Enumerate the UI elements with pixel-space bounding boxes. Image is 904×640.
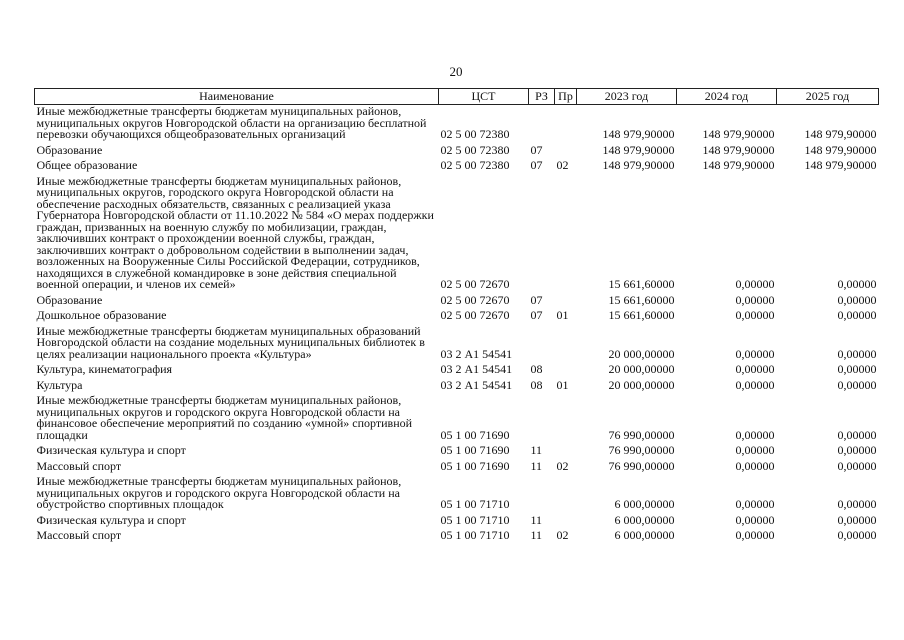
row-pr: 02 (556, 458, 569, 473)
row-name: Физическая культура и спорт (36, 443, 186, 457)
row-cst: 05 1 00 71710 (440, 528, 510, 542)
table-row (35, 363, 879, 379)
table-row (35, 475, 879, 514)
row-name: Иные межбюджетные трансферты бюджетам муниципальных районов, муниципальных округов и городского округа Новгородской области на обустройство спортивных площадок (36, 474, 402, 511)
row-value-2024: 0,00000 (735, 346, 775, 361)
row-rz (529, 325, 555, 364)
row-value-2024: 0,00000 (735, 528, 775, 542)
row-cst: 03 2 А1 54541 (440, 346, 513, 361)
row-name: Иные межбюджетные трансферты бюджетам муниципальных районов, муниципальных округов Новгородской области на организацию бесплатной перевозки обучающихся общеобразовательных организаций (36, 104, 427, 141)
table-row (35, 325, 879, 364)
row-name: Культура (36, 377, 83, 392)
row-value-2025: 148 979,90000 (804, 158, 877, 172)
row-pr (555, 475, 577, 514)
row-value-2025: 0,00000 (837, 377, 877, 392)
row-cst: 02 5 00 72670 (440, 277, 510, 291)
row-value-2025: 0,00000 (837, 528, 877, 542)
row-value-2025: 0,00000 (837, 443, 877, 457)
header-2025: 2025 год (777, 89, 879, 105)
table-header-row (35, 89, 879, 105)
row-cst: 02 5 00 72670 (440, 308, 510, 322)
row-value-2025: 0,00000 (837, 458, 877, 473)
row-value-2023: 20 000,00000 (608, 346, 675, 361)
table-row (35, 309, 879, 325)
row-value-2023: 15 661,60000 (608, 292, 675, 307)
row-rz: 07 (530, 308, 543, 322)
row-rz: 07 (530, 158, 543, 172)
row-pr (555, 325, 577, 364)
row-value-2023: 76 990,00000 (608, 443, 675, 457)
row-pr (555, 363, 577, 379)
row-pr: 01 (556, 308, 569, 322)
row-value-2025: 0,00000 (837, 277, 877, 291)
row-value-2025: 0,00000 (837, 497, 877, 511)
table-row (35, 514, 879, 530)
row-value-2024: 0,00000 (735, 377, 775, 392)
row-pr (555, 294, 577, 310)
row-pr: 02 (556, 528, 569, 542)
row-value-2025: 148 979,90000 (804, 142, 877, 157)
row-rz: 08 (530, 377, 543, 392)
row-pr (555, 394, 577, 444)
row-value-2023: 20 000,00000 (608, 362, 675, 376)
row-value-2025: 0,00000 (837, 292, 877, 307)
row-rz: 11 (530, 458, 543, 473)
row-name: Образование (36, 292, 103, 307)
row-pr (555, 175, 577, 294)
row-value-2023: 148 979,90000 (602, 127, 675, 141)
page-number: 20 (449, 64, 463, 79)
row-pr (555, 444, 577, 460)
header-rz: РЗ (529, 89, 555, 105)
row-name: Иные межбюджетные трансферты бюджетам муниципальных районов, муниципальных округов, городского округа Новгородской области на обеспечение расходных обязательств, связанных с реализацией указа Губернатора Новгородской области от 11.10.2022 № 584 «О мерах поддержки граждан, призванных на военную службу по мобилизации, граждан, заключивших контракт о прохождении военной службы, граждан, заключивших контракт о добровольном содействии в выполнении задач, возложенных на Вооруженные Силы Российской Федерации, сотрудников, находящихся в служебной командировке в зоне действия специальной военной операции, и членов их семей» (36, 173, 434, 291)
row-value-2024: 0,00000 (735, 292, 775, 307)
table-row (35, 460, 879, 476)
header-2023: 2023 год (577, 89, 677, 105)
header-2024: 2024 год (677, 89, 777, 105)
row-pr (555, 105, 577, 144)
table-row (35, 444, 879, 460)
row-pr: 01 (556, 377, 569, 392)
row-cst: 02 5 00 72380 (440, 142, 510, 157)
row-value-2025: 0,00000 (837, 362, 877, 376)
row-value-2023: 15 661,60000 (608, 277, 675, 291)
table-row (35, 529, 879, 545)
row-value-2024: 148 979,90000 (702, 158, 775, 172)
row-value-2023: 15 661,60000 (608, 308, 675, 322)
budget-table (34, 88, 879, 545)
row-value-2023: 6 000,00000 (614, 512, 675, 527)
table-row (35, 379, 879, 395)
row-value-2023: 76 990,00000 (608, 458, 675, 473)
row-value-2025: 0,00000 (837, 308, 877, 322)
row-value-2024: 0,00000 (735, 427, 775, 442)
table-row (35, 159, 879, 175)
row-pr: 02 (556, 158, 569, 172)
table-row (35, 105, 879, 144)
row-value-2025: 0,00000 (837, 427, 877, 442)
row-value-2024: 0,00000 (735, 277, 775, 291)
row-name: Иные межбюджетные трансферты бюджетам муниципальных образований Новгородской области на создание модельных муниципальных библиотек в целях реализации национального проекта «Культура» (36, 323, 425, 361)
row-value-2024: 148 979,90000 (702, 142, 775, 157)
row-cst: 05 1 00 71690 (440, 458, 510, 473)
row-name: Физическая культура и спорт (36, 512, 186, 527)
row-name: Образование (36, 142, 103, 157)
row-value-2025: 148 979,90000 (804, 127, 877, 141)
row-name: Массовый спорт (36, 458, 122, 473)
header-cst: ЦСТ (439, 89, 529, 105)
row-pr (555, 514, 577, 530)
row-rz (529, 394, 555, 444)
row-cst: 02 5 00 72380 (440, 127, 510, 141)
row-value-2024: 148 979,90000 (702, 127, 775, 141)
row-rz (529, 175, 555, 294)
row-cst: 05 1 00 71690 (440, 427, 510, 442)
row-value-2023: 148 979,90000 (602, 142, 675, 157)
row-cst: 05 1 00 71710 (440, 497, 510, 511)
row-rz (529, 105, 555, 144)
row-rz: 07 (530, 292, 543, 307)
row-name: Дошкольное образование (36, 308, 167, 322)
row-name: Массовый спорт (36, 528, 122, 542)
row-rz: 08 (530, 362, 543, 376)
row-rz: 11 (530, 443, 543, 457)
row-name: Культура, кинематография (36, 362, 173, 376)
row-rz (529, 475, 555, 514)
row-value-2025: 0,00000 (837, 346, 877, 361)
row-cst: 02 5 00 72670 (440, 292, 510, 307)
table-body (35, 105, 879, 545)
row-value-2024: 0,00000 (735, 362, 775, 376)
row-value-2023: 20 000,00000 (608, 377, 675, 392)
row-value-2023: 76 990,00000 (608, 427, 675, 442)
row-cst: 03 2 А1 54541 (440, 362, 513, 376)
row-value-2024: 0,00000 (735, 512, 775, 527)
row-cst: 05 1 00 71690 (440, 443, 510, 457)
table-row (35, 294, 879, 310)
row-value-2025: 0,00000 (837, 512, 877, 527)
header-pr: Пр (555, 89, 577, 105)
row-cst: 03 2 А1 54541 (440, 377, 513, 392)
table-row (35, 144, 879, 160)
row-cst: 02 5 00 72380 (440, 158, 510, 172)
table-row (35, 394, 879, 444)
row-value-2023: 6 000,00000 (614, 528, 675, 542)
row-cst: 05 1 00 71710 (440, 512, 510, 527)
table-row (35, 175, 879, 294)
row-rz: 11 (530, 528, 543, 542)
row-value-2024: 0,00000 (735, 443, 775, 457)
row-rz: 11 (530, 512, 543, 527)
row-pr (555, 144, 577, 160)
row-value-2024: 0,00000 (735, 497, 775, 511)
row-value-2023: 148 979,90000 (602, 158, 675, 172)
row-name: Иные межбюджетные трансферты бюджетам муниципальных районов, муниципальных округов и городского округа Новгородской области на финансовое обеспечение мероприятий по созданию «умной» спортивной площадки (36, 393, 413, 442)
row-value-2024: 0,00000 (735, 308, 775, 322)
row-value-2023: 6 000,00000 (614, 497, 675, 511)
row-value-2024: 0,00000 (735, 458, 775, 473)
header-name: Наименование (35, 89, 439, 105)
row-name: Общее образование (36, 158, 138, 172)
row-rz: 07 (530, 142, 543, 157)
